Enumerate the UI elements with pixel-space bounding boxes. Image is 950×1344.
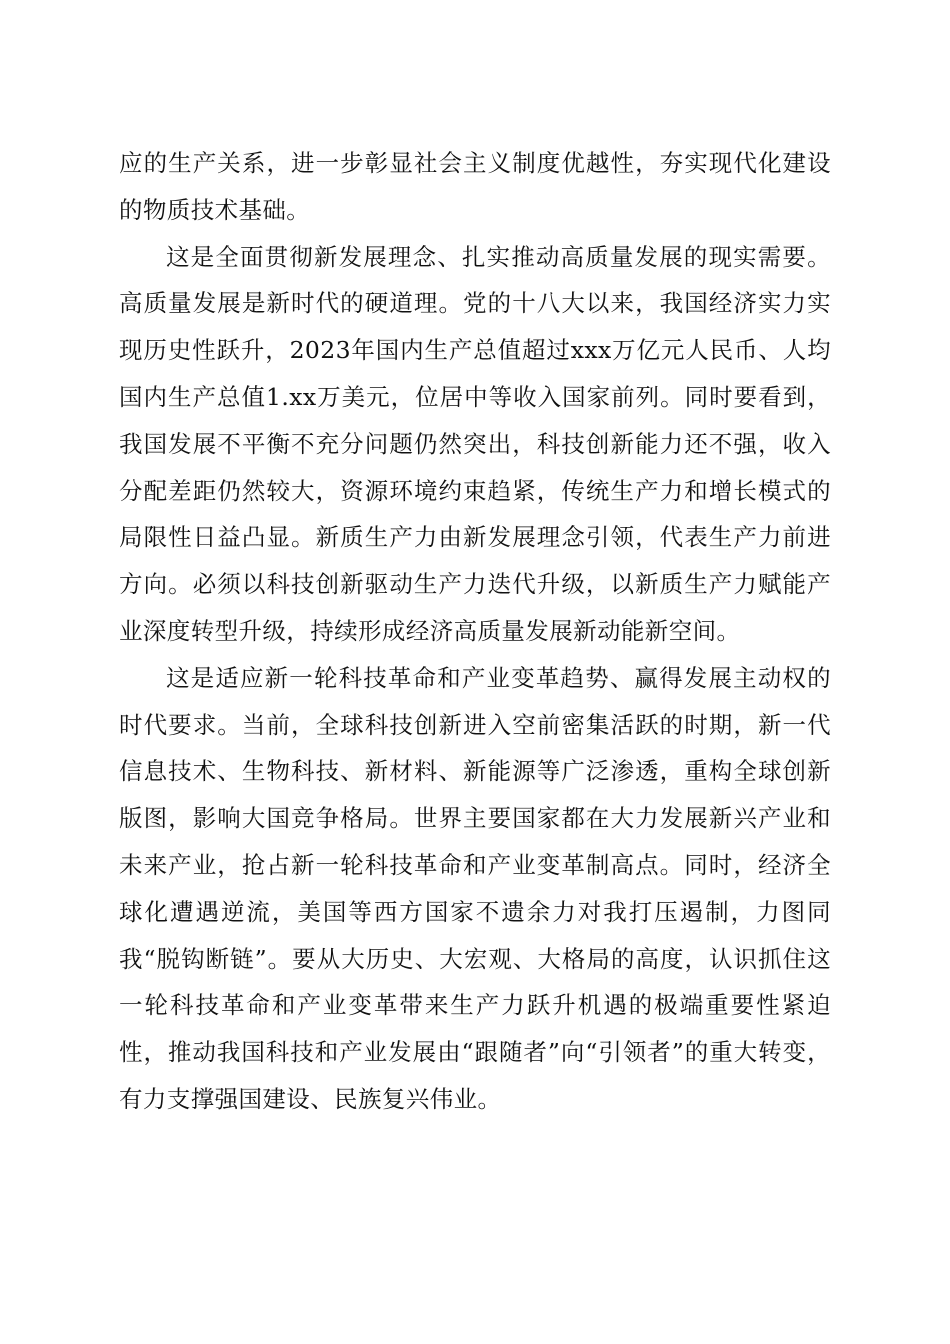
paragraph-continuation: 应的生产关系，进一步彰显社会主义制度优越性，夯实现代化建设的物质技术基础。 [119,149,831,224]
paragraph-high-quality-development: 这是全面贯彻新发展理念、扎实推动高质量发展的现实需要。高质量发展是新时代的硬道理。党的十八大以来，我国经济实力实现历史性跃升，2023年国内生产总值超过xxx万亿元人民币、人均国内生产总值1.xx万美元，位居中等收入国家前列。同时要看到，我国发展不平衡不充分问题仍然突出，科技创新能力还不强，收入分配差距仍然较大，资源环境约束趋紧，传统生产力和增长模式的局限性日益凸显。新质生产力由新发展理念引领，代表生产力前进方向。必须以科技创新驱动生产力迭代升级，以新质生产力赋能产业深度转型升级，持续形成经济高质量发展新动能新空间。 [119,242,831,645]
paragraph-tech-revolution: 这是适应新一轮科技革命和产业变革趋势、赢得发展主动权的时代要求。当前，全球科技创新进入空前密集活跃的时期，新一代信息技术、生物科技、新材料、新能源等广泛渗透，重构全球创新版图，影响大国竞争格局。世界主要国家都在大力发展新兴产业和未来产业，抢占新一轮科技革命和产业变革制高点。同时，经济全球化遭遇逆流，美国等西方国家不遗余力对我打压遏制，力图同我“脱钩断链”。要从大历史、大宏观、大格局的高度，认识抓住这一轮科技革命和产业变革带来生产力跃升机遇的极端重要性紧迫性，推动我国科技和产业发展由“跟随者”向“引领者”的重大转变，有力支撑强国建设、民族复兴伟业。 [119,663,831,1113]
document-body [119,140,831,1123]
